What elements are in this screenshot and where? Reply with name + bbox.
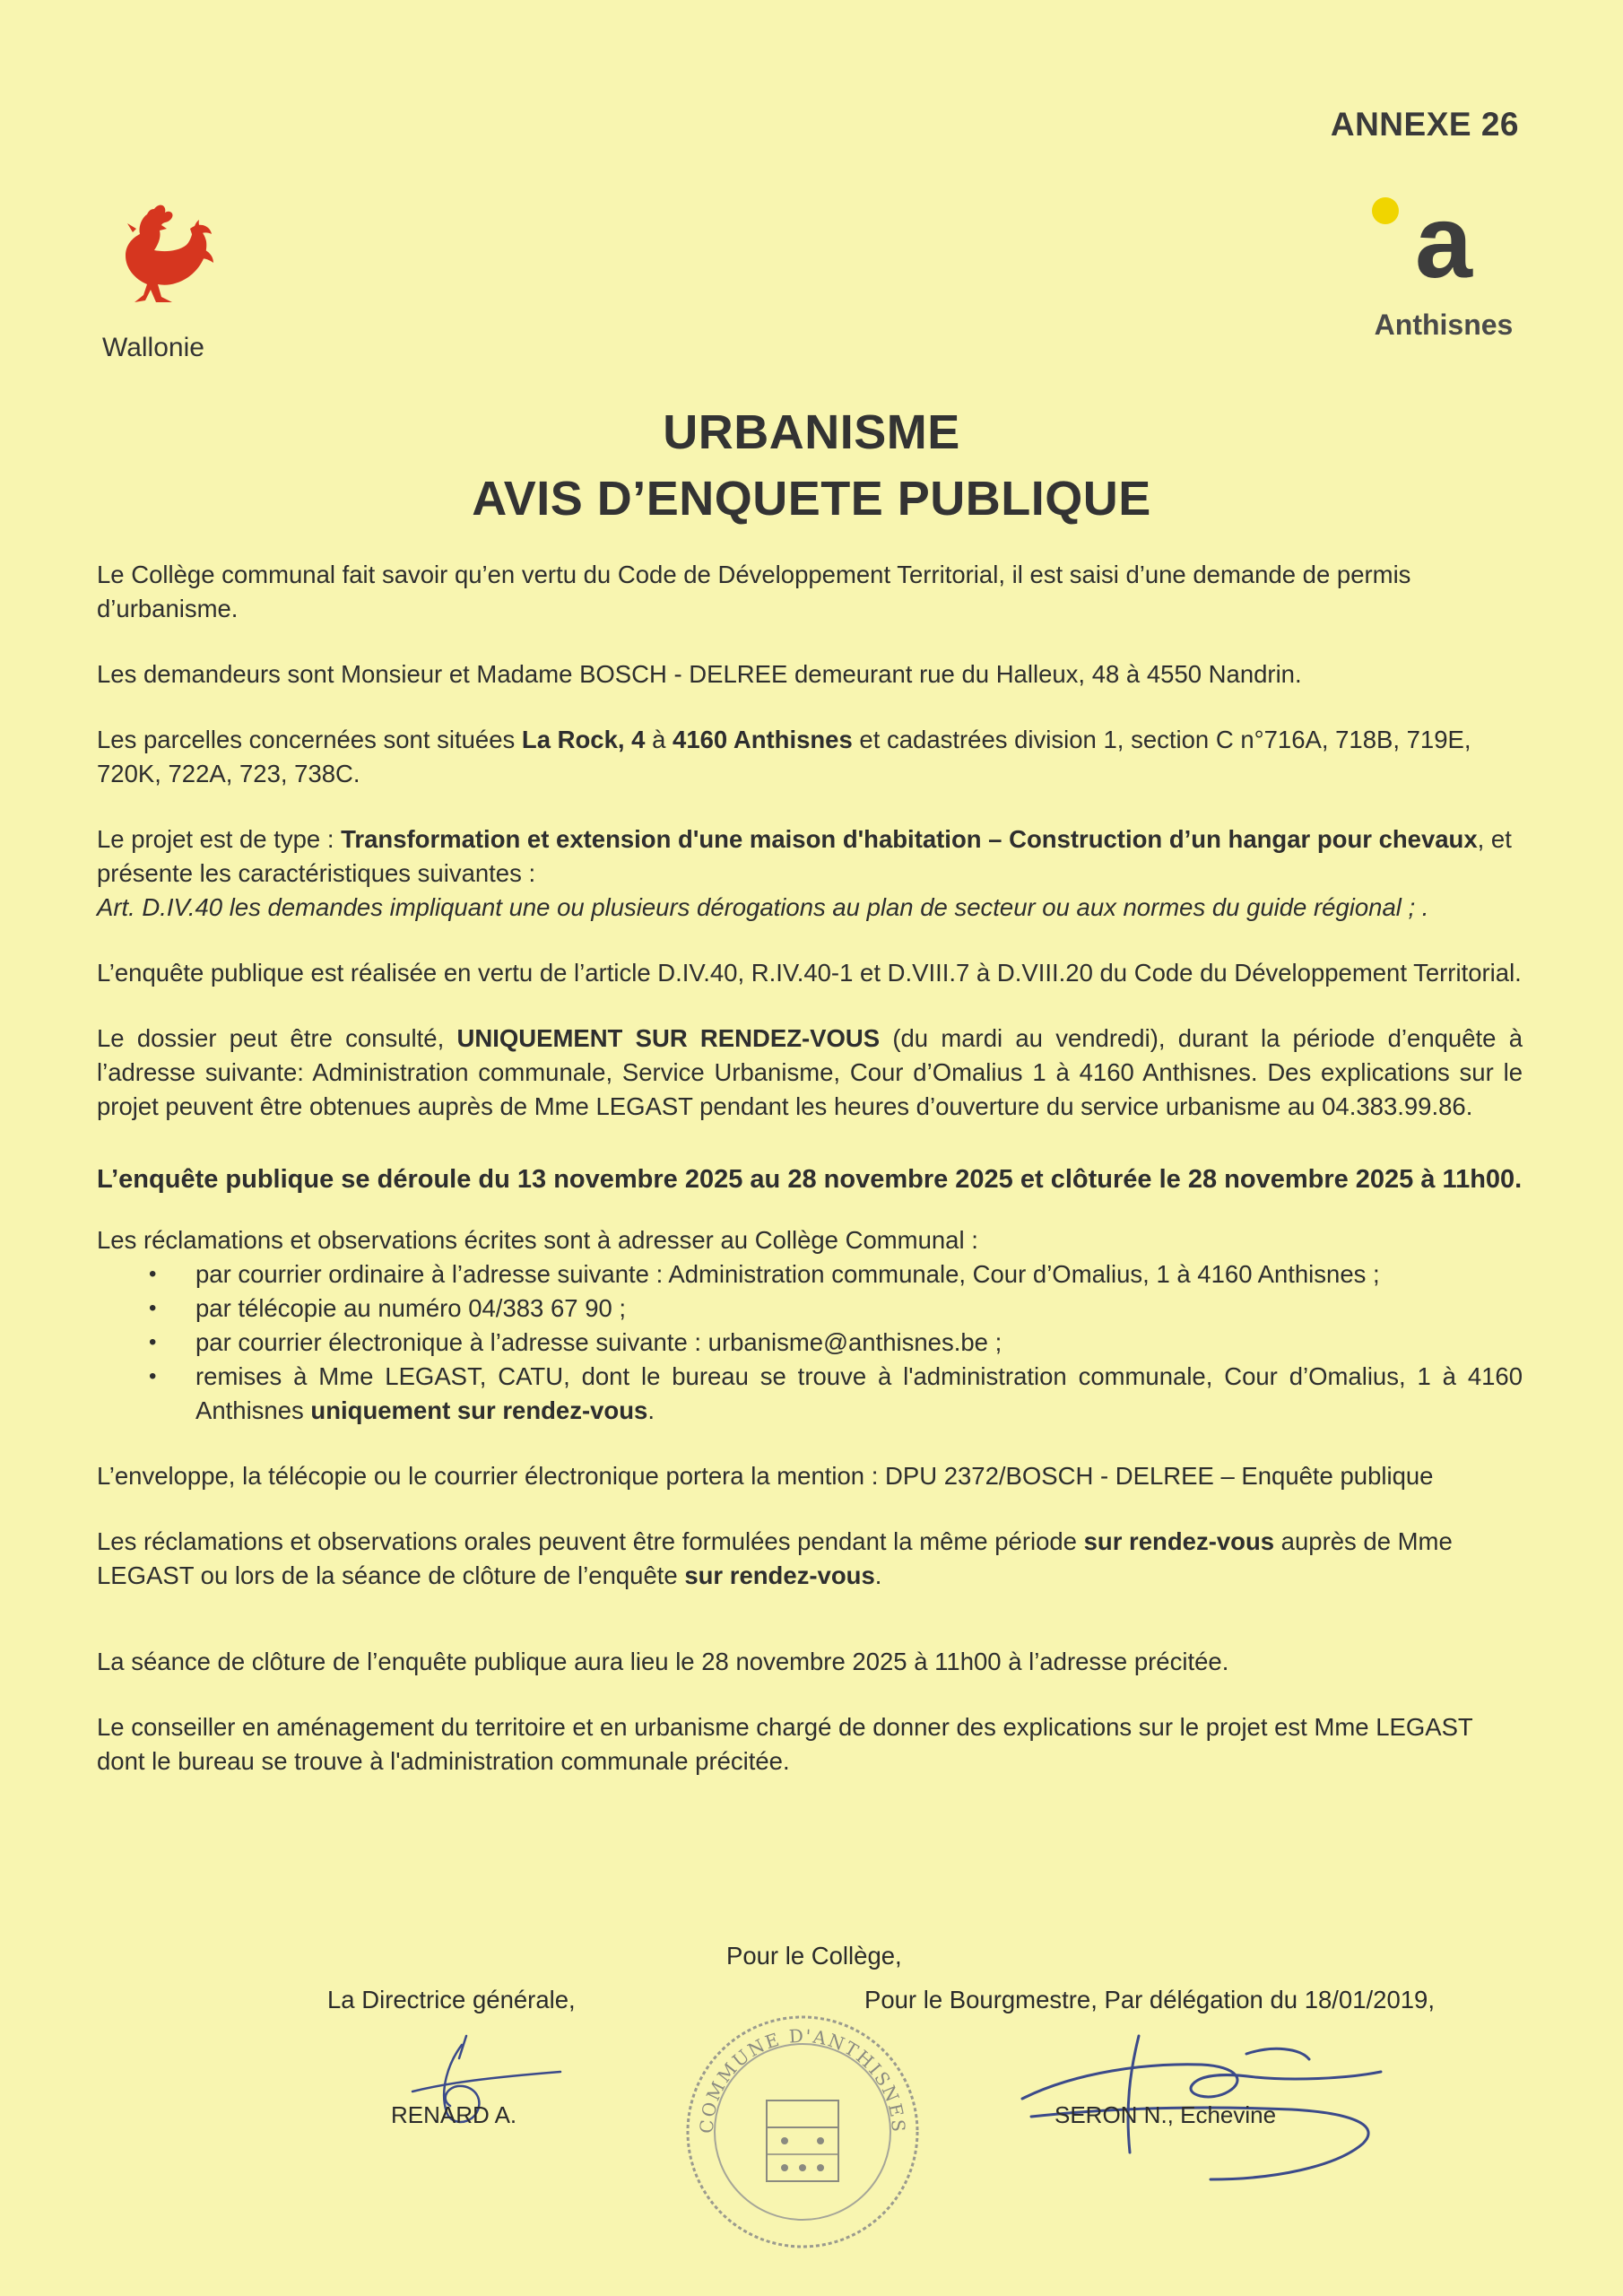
page-title [0, 399, 1623, 532]
bold-text: La Rock, 4 [521, 726, 646, 753]
left-signatory-name: RENARD A. [391, 2101, 517, 2128]
title-line-1: URBANISME [663, 405, 960, 459]
right-signatory-name: SERON N., Echevine [1055, 2101, 1277, 2128]
bold-text: UNIQUEMENT SUR RENDEZ-VOUS [456, 1024, 881, 1052]
paragraph-intro: Le Collège communal fait savoir qu’en vertu du Code de Développement Territorial, il est saisi d’une demande de permis d’urbanisme. [97, 561, 1411, 622]
claims-list [97, 1257, 1523, 1428]
bold-text: sur rendez-vous [1083, 1527, 1275, 1555]
paragraph-advisor: Le conseiller en aménagement du territoire et en urbanisme chargé de donner des explications sur le projet est Mme LEGAST dont le bureau se trouve à l'administration communale précitée. [97, 1713, 1473, 1775]
paragraph-applicants: Les demandeurs sont Monsieur et Madame BOSCH - DELREE demeurant rue du Halleux, 48 à 4550 Nandrin. [97, 660, 1302, 688]
text: . [874, 1561, 882, 1589]
anthisnes-a-mark [1363, 185, 1524, 300]
left-signatory-title: La Directrice générale, [327, 1986, 576, 2013]
paragraph-written-claims [97, 1223, 1523, 1428]
paragraph-closing-session: La séance de clôture de l’enquête publique aura lieu le 28 novembre 2025 à 11h00 à l’adresse précitée. [97, 1648, 1229, 1675]
paragraph-inquiry-dates: L’enquête publique se déroule du 13 novembre 2025 au 28 novembre 2025 et clôturée le 28 novembre 2025 à 11h00. [97, 1165, 1523, 1194]
text: remises à Mme LEGAST, CATU, dont le bureau se trouve à l'administration communale, Cour d’Omalius, 1 à 4160 Anthisnes [195, 1362, 1523, 1424]
bold-text: uniquement sur rendez-vous [310, 1396, 648, 1424]
wallonie-logo [97, 202, 231, 363]
seal-text: COMMUNE D'ANTHISNES [695, 2024, 910, 2135]
bold-text: sur rendez-vous [684, 1561, 875, 1589]
bold-text: 4160 Anthisnes [673, 726, 853, 753]
anthisnes-label: Anthisnes [1374, 309, 1514, 341]
paragraph-oral-claims [97, 1525, 1523, 1593]
paragraph-project [97, 822, 1523, 925]
text: , et présente les caractéristiques suivantes : [97, 825, 1512, 887]
paragraph-legal-basis: L’enquête publique est réalisée en vertu de l’article D.IV.40, R.IV.40-1 et D.VIII.7 à D.VIII.20 du Code du Développement Territorial. [97, 959, 1522, 987]
list-item [195, 1360, 1523, 1428]
list-item: • par courrier électronique à l’adresse suivante : urbanisme@anthisnes.be ; [195, 1326, 1523, 1360]
text: Les parcelles concernées sont situées [97, 726, 522, 753]
svg-text:COMMUNE D'ANTHISNES [696, 2025, 910, 2135]
list-item: • par courrier ordinaire à l’adresse suivante : Administration communale, Cour d’Omalius, 1 à 4160 Anthisnes ; [195, 1257, 1523, 1292]
paragraph-parcels [97, 723, 1523, 791]
right-signature [1004, 2009, 1399, 2188]
commune-seal [673, 2002, 933, 2253]
list-item: • par télécopie au numéro 04/383 67 90 ; [195, 1292, 1523, 1326]
paragraph-mention: L’enveloppe, la télécopie ou le courrier électronique portera la mention : DPU 2372/BOSCH - DELREE – Enquête publique [97, 1462, 1434, 1490]
title-line-2: AVIS D’ENQUETE PUBLIQUE [472, 472, 1151, 526]
anthisnes-letter: a [1415, 185, 1472, 300]
text: et cadastrées division 1, section C n°716A, 718B, 719E, 720K, 722A, 723, 738C. [97, 726, 1471, 787]
text: auprès de Mme LEGAST ou lors de la séance de clôture de l’enquête [97, 1527, 1453, 1589]
pour-college: Pour le Collège, [726, 1942, 902, 1970]
yellow-dot-icon [1372, 197, 1399, 224]
paragraph-consultation [97, 1022, 1523, 1124]
bold-text: Transformation et extension d'une maison d'habitation – Construction d’un hangar pour chevaux [341, 825, 1478, 853]
claims-intro: Les réclamations et observations écrites sont à adresser au Collège Communal : [97, 1226, 978, 1254]
wallonie-label: Wallonie [102, 333, 204, 362]
notice-body [97, 558, 1523, 1810]
text: Le projet est de type : [97, 825, 342, 853]
italic-text: Art. D.IV.40 les demandes impliquant une ou plusieurs dérogations au plan de secteur ou aux normes du guide régional ; . [97, 893, 1429, 921]
annexe-label: ANNEXE 26 [1330, 106, 1519, 143]
anthisnes-logo [1363, 185, 1524, 342]
text: (du mardi au vendredi), durant la période d’enquête à l’adresse suivante: Administration communale, Service Urbanisme, Cour d’Omalius 1 à 4160 Anthisnes. Des explications sur le projet peuvent être obtenues auprès de Mme LEGAST pendant les heures d’ouverture du service urbanisme au 04.383.99.86. [97, 1024, 1523, 1120]
text: Les réclamations et observations orales peuvent être formulées pendant la même période [97, 1527, 1084, 1555]
text: . [647, 1396, 655, 1424]
text: à [645, 726, 673, 753]
right-signatory-title: Pour le Bourgmestre, Par délégation du 18/01/2019, [864, 1986, 1435, 2013]
text: Le dossier peut être consulté, [97, 1024, 457, 1052]
rooster-icon [100, 202, 217, 327]
